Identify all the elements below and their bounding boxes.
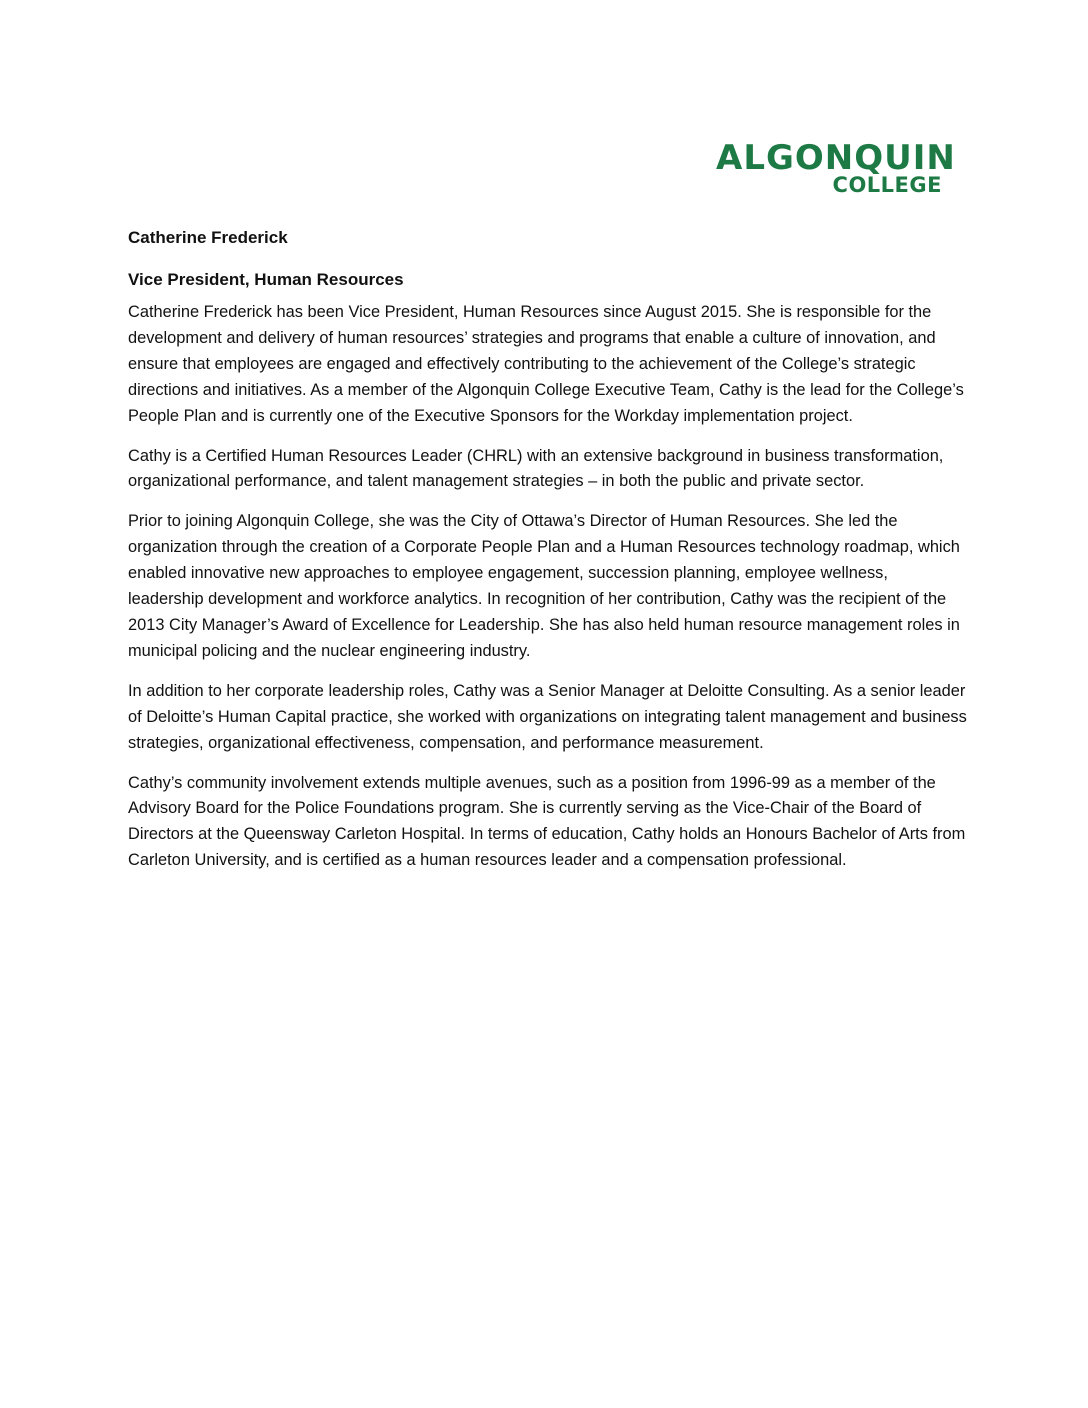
bio-content (128, 226, 968, 888)
algonquin-college-logo (714, 138, 956, 198)
bio-paragraph-5: Cathy’s community involvement extends multiple avenues, such as a position from 1996-99 as a member of the Advisory Board for the Police Foundations program. She is currently serving as the Vice-Chair of the Board of Directors at the Queensway Carleton Hospital. In terms of education, Cathy holds an Honours Bachelor of Arts from Carleton University, and is certified as a human resources leader and a compensation professional. (128, 773, 966, 870)
bio-paragraph-1: Catherine Frederick has been Vice President, Human Resources since August 2015. She is responsible for the development and delivery of human resources’ strategies and programs that enable a culture of innovation, and ensure that employees are engaged and effectively contributing to the achievement of the College’s strategic directions and initiatives. As a member of the Algonquin College Executive Team, Cathy is the lead for the College’s People Plan and is currently one of the Executive Sponsors for the Workday implementation project. (128, 303, 964, 425)
bio-paragraph-3: Prior to joining Algonquin College, she was the City of Ottawa’s Director of Human Resources. She led the organization through the creation of a Corporate People Plan and a Human Resources technology roadmap, which enabled innovative new approaches to employee engagement, succession planning, employee wellness, leadership development and workforce analytics. In recognition of her contribution, Cathy was the recipient of the 2013 City Manager’s Award of Excellence for Leadership. She has also held human resource management roles in municipal policing and the nuclear engineering industry. (128, 512, 960, 660)
logo-wordmark-top: ALGONQUIN (716, 138, 956, 178)
person-name: Catherine Frederick (128, 228, 288, 247)
person-title: Vice President, Human Resources (128, 270, 404, 289)
logo-wordmark-bottom: COLLEGE (832, 173, 942, 197)
bio-paragraph-2: Cathy is a Certified Human Resources Leader (CHRL) with an extensive background in business transformation, organizational performance, and talent management strategies – in both the public and private sector. (128, 446, 944, 491)
bio-paragraph-4: In addition to her corporate leadership roles, Cathy was a Senior Manager at Deloitte Consulting. As a senior leader of Deloitte’s Human Capital practice, she worked with organizations on integrating talent management and business strategies, organizational effectiveness, compensation, and performance measurement. (128, 681, 967, 752)
